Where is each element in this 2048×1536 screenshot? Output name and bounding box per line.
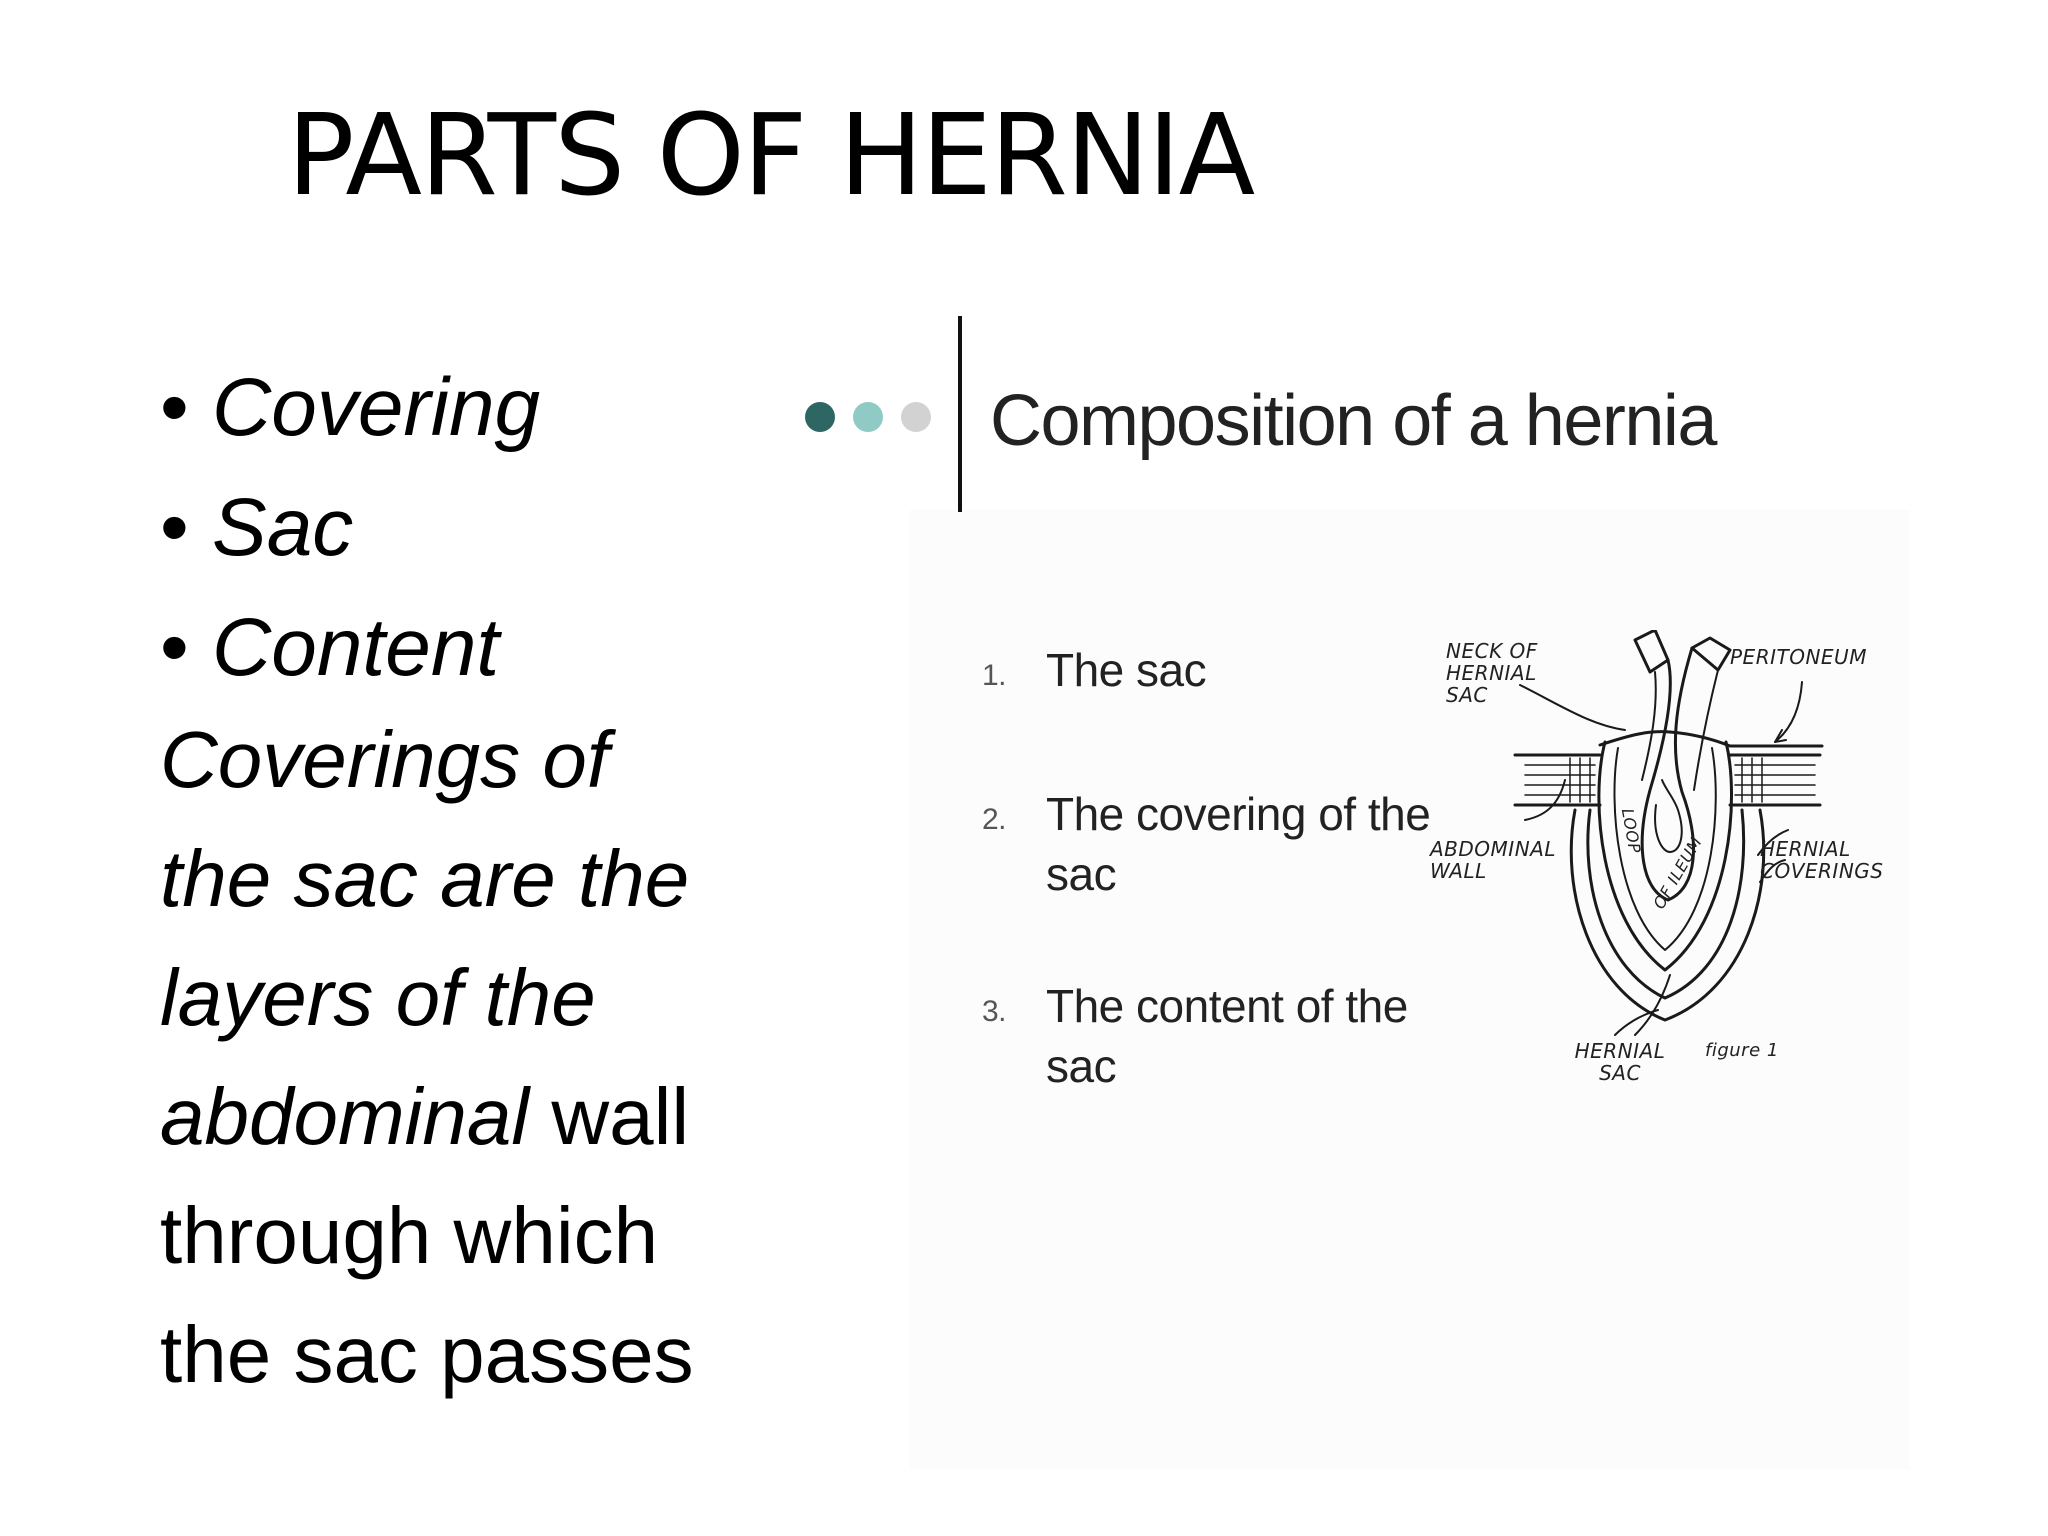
dot-teal	[853, 402, 883, 432]
bullet-dot: •	[160, 362, 189, 453]
coverings-paragraph	[160, 700, 800, 1414]
composition-figure	[790, 310, 1910, 1450]
bullet-dot: •	[160, 602, 189, 693]
paragraph-line: through which	[160, 1191, 659, 1280]
paragraph-line: the sac passes	[160, 1310, 694, 1399]
bullet-text: Content	[212, 602, 500, 693]
paragraph-line	[160, 1057, 800, 1176]
bullet-text: Covering	[212, 362, 541, 453]
label-loop: LOOP	[1617, 806, 1645, 855]
label-neck-of-sac: NECK OF HERNIAL SAC	[1446, 639, 1538, 707]
decorative-dots	[805, 402, 949, 437]
list-number: 3.	[982, 995, 1007, 1028]
label-of-ileum: OF ILEUM	[1649, 833, 1706, 913]
composition-list	[982, 640, 1450, 1180]
list-text: The covering of the sac	[1046, 788, 1431, 900]
figure-title: Composition of a hernia	[990, 381, 1716, 461]
list-number: 2.	[982, 803, 1007, 836]
list-item	[982, 784, 1450, 904]
hernia-diagram	[1430, 630, 1890, 1100]
dot-grey	[901, 402, 931, 432]
slide-title: PARTS OF HERNIA	[287, 91, 1254, 221]
label-hernial-coverings: HERNIAL COVERINGS	[1760, 837, 1884, 883]
list-item	[982, 640, 1450, 700]
paragraph-line: the sac are the	[160, 834, 690, 923]
list-text: The sac	[1046, 644, 1207, 696]
bullet-covering	[160, 348, 540, 468]
list-number: 1.	[982, 659, 1007, 692]
list-text: The content of the sac	[1046, 980, 1408, 1092]
label-figure: figure 1	[1705, 1040, 1779, 1061]
bullet-list	[160, 348, 540, 708]
bullet-dot: •	[160, 482, 189, 573]
bullet-text: Sac	[212, 482, 354, 573]
list-item	[982, 976, 1450, 1096]
paragraph-italic-word: abdominal	[160, 1072, 530, 1161]
label-peritoneum: PERITONEUM	[1730, 645, 1867, 669]
title-divider	[958, 316, 962, 512]
label-abdominal-wall: ABDOMINAL WALL	[1430, 837, 1556, 883]
paragraph-rest: wall	[529, 1072, 690, 1161]
bullet-sac	[160, 468, 540, 588]
bullet-content	[160, 588, 540, 708]
label-hernial-sac: HERNIAL SAC	[1574, 1039, 1666, 1085]
dot-dark	[805, 402, 835, 432]
paragraph-line: Coverings of	[160, 715, 610, 804]
paragraph-line: layers of the	[160, 953, 596, 1042]
